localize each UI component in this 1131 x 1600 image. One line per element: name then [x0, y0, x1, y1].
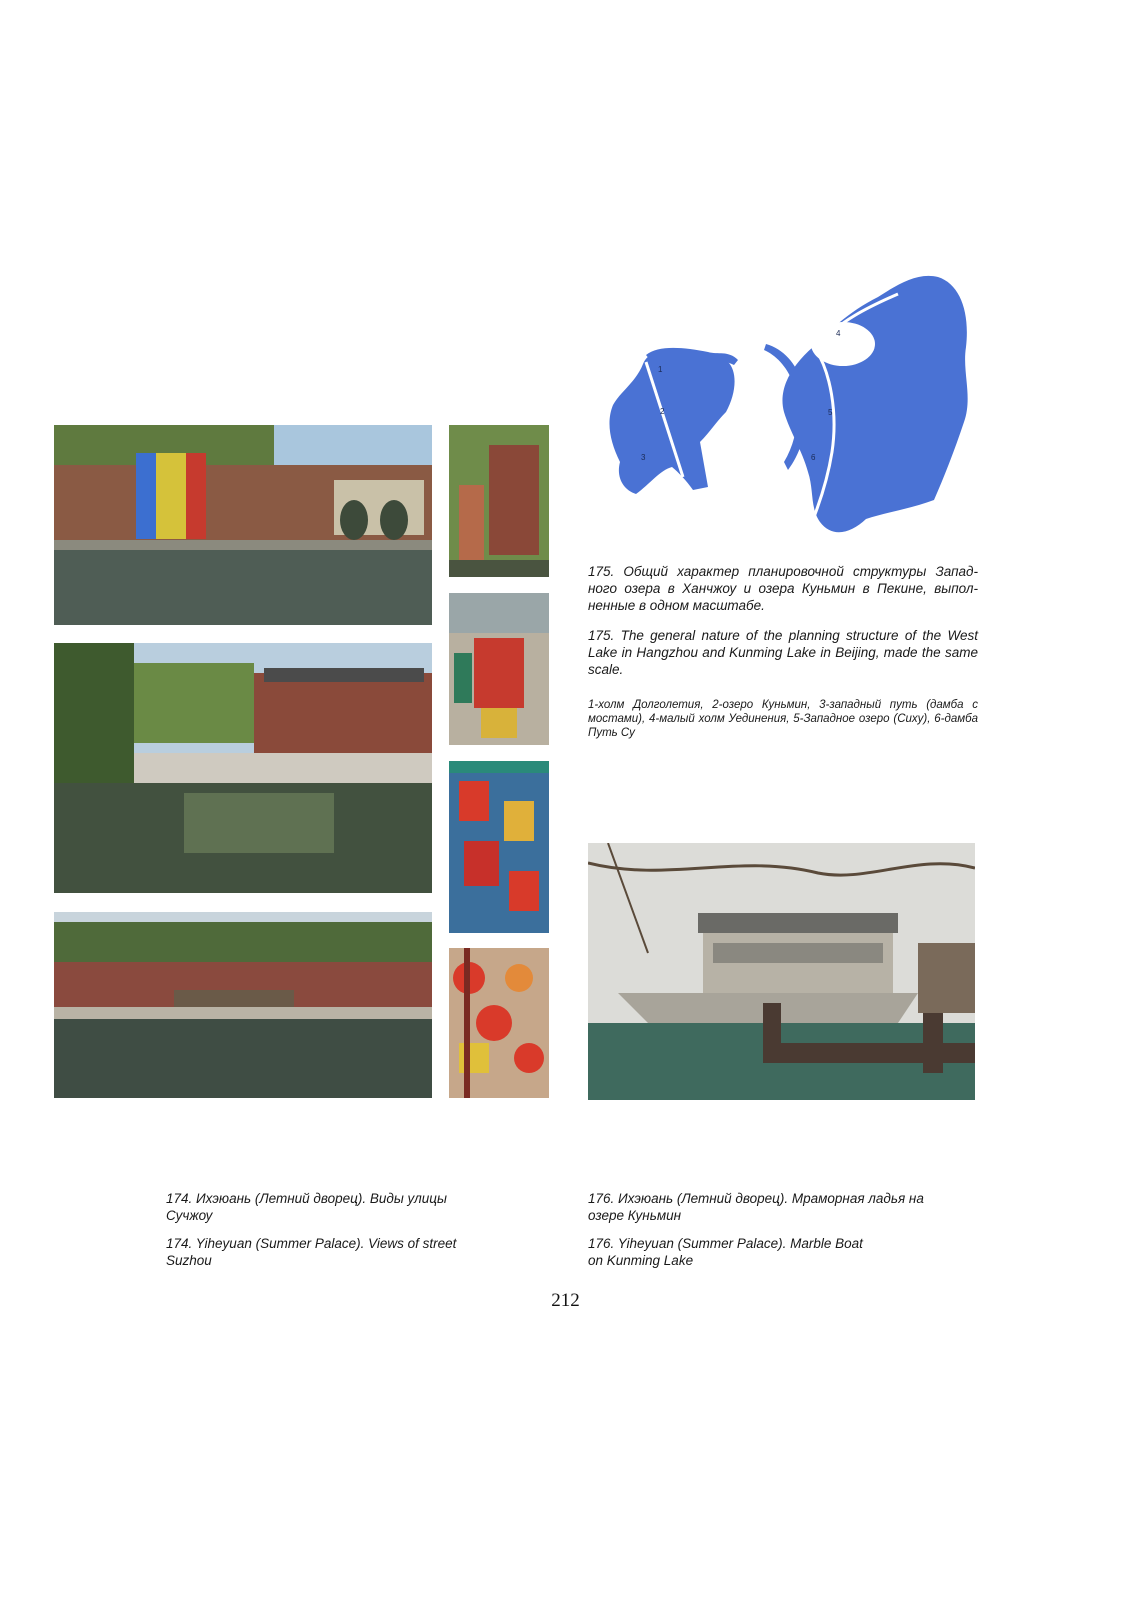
fig174-caption-ru-line1: 174. Ихэюань (Летний дворец). Виды улицы: [166, 1191, 447, 1206]
fig175-caption-en: 175. The general nature of the planning structure of the West Lake in Hangzhou and Kunming Lake in Beijing, made the same scale.: [588, 628, 978, 677]
page-number: 212: [551, 1290, 580, 1311]
suzhou-street-photo-3: [54, 912, 432, 1098]
suzhou-lanterns-photo-2: [449, 593, 549, 745]
suzhou-lanterns-photo-1: [449, 425, 549, 577]
fig176-caption-en-line1: 176. Yiheyuan (Summer Palace). Marble Boat: [588, 1236, 863, 1251]
marble-boat-photo: [588, 843, 975, 1100]
fig174-caption-en-line2: Suzhou: [166, 1253, 212, 1268]
suzhou-lanterns-photo-4: [449, 948, 549, 1098]
suzhou-street-photo-2: [54, 643, 432, 893]
map-label-3: 3: [641, 453, 646, 462]
map-label-6: 6: [811, 453, 816, 462]
fig174-caption-en-line1: 174. Yiheyuan (Summer Palace). Views of street: [166, 1236, 457, 1251]
lakes-map: [588, 272, 978, 542]
map-label-2: 2: [660, 407, 665, 416]
fig176-caption-ru-line2: озере Куньмин: [588, 1208, 682, 1223]
fig176-caption-ru-line1: 176. Ихэюань (Летний дворец). Мраморная ладья на: [588, 1191, 924, 1206]
suzhou-street-photo-1: [54, 425, 432, 625]
fig176-caption-block: [588, 1190, 978, 1269]
map-label-1: 1: [658, 365, 663, 374]
suzhou-lanterns-photo-3: [449, 761, 549, 933]
kunming-lake-shape: [782, 276, 967, 532]
fig174-caption-block: [166, 1190, 496, 1269]
map-label-4: 4: [836, 329, 841, 338]
west-lake-shape: [609, 351, 734, 494]
fig175-caption-ru: 175. Общий характер планировочной структуры Запад- ного озера в Ханчжоу и озера Куньмин в Пекине, выпол- ненные в одном масштабе.: [588, 564, 978, 613]
map-label-5: 5: [828, 408, 833, 417]
fig175-legend: 1-холм Долголетия, 2-озеро Куньмин, 3-западный путь (дамба с мостами), 4-малый холм Уединения, 5-Западное озеро (Сиху), 6-дамба Путь Су: [588, 699, 978, 739]
fig174-caption-ru-line2: Сучжоу: [166, 1208, 213, 1223]
fig176-caption-en-line2: on Kunming Lake: [588, 1253, 694, 1268]
